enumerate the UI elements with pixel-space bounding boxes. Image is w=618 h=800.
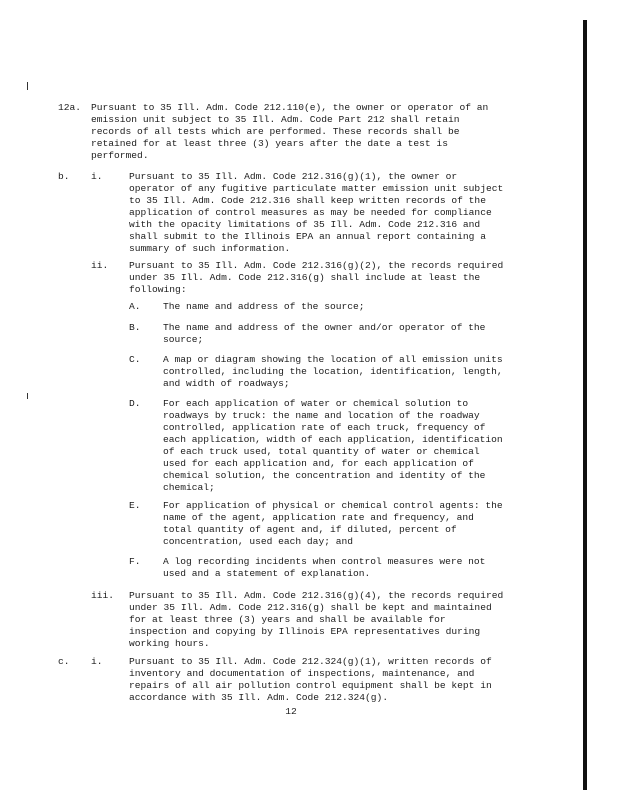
item-E-text — [163, 500, 503, 548]
text-line: used for each application and, for each application of — [163, 458, 474, 469]
text-line: shall submit to the Illinois EPA an annual report containing a — [129, 231, 486, 242]
text-line: performed. — [91, 150, 149, 161]
item-label: F. — [129, 556, 141, 567]
text-line: used and a statement of explanation. — [163, 568, 371, 579]
text-line: operator of any fugitive particulate matter emission unit subject — [129, 183, 504, 194]
section-label: c. — [58, 656, 70, 667]
item-label: C. — [129, 354, 141, 365]
text-line: summary of such information. — [129, 243, 291, 254]
text-line: application of control measures as may be needed for compliance — [129, 207, 492, 218]
item-A-text — [163, 301, 365, 313]
text-line: inspection and copying by Illinois EPA representatives during — [129, 626, 481, 637]
item-label: A. — [129, 301, 141, 312]
section-label: 12a. — [58, 102, 82, 113]
subsection-label: ii. — [91, 260, 109, 271]
text-line: under 35 Ill. Adm. Code 212.316(g) shall include at least the — [129, 272, 481, 283]
text-line: with the opacity limitations of 35 Ill. Adm. Code 212.316 and — [129, 219, 481, 230]
text-line: each application, width of each application, identification — [163, 434, 503, 445]
item-label: E. — [129, 500, 141, 511]
text-line: name of the agent, application rate and frequency, and — [163, 512, 474, 523]
text-line: concentration, used each day; and — [163, 536, 353, 547]
text-line: chemical; — [163, 482, 215, 493]
item-F-text — [163, 556, 485, 580]
text-line: working hours. — [129, 638, 210, 649]
text-line: records of all tests which are performed. These records shall be — [91, 126, 460, 137]
text-line: retained for at least three (3) years after the date a test is — [91, 138, 448, 149]
item-label: D. — [129, 398, 141, 409]
text-line: controlled, application rate of each truck, frequency of — [163, 422, 486, 433]
subsection-label: i. — [91, 656, 103, 667]
scan-speck — [27, 82, 28, 90]
text-line: A log recording incidents when control measures were not — [163, 556, 486, 567]
text-line: to 35 Ill. Adm. Code 212.316 shall keep written records of the — [129, 195, 486, 206]
text-line: for at least three (3) years and shall be available for — [129, 614, 446, 625]
text-line: Pursuant to 35 Ill. Adm. Code 212.316(g)(2), the records required — [129, 260, 504, 271]
text-line: source; — [163, 334, 204, 345]
scan-speck — [27, 393, 28, 399]
text-line: accordance with 35 Ill. Adm. Code 212.324(g). — [129, 692, 389, 703]
item-label: B. — [129, 322, 141, 333]
text-line: A map or diagram showing the location of all emission units — [163, 354, 503, 365]
subsection-b-i-text — [129, 171, 503, 255]
text-line: For application of physical or chemical control agents: the — [163, 500, 503, 511]
text-line: total quantity of agent and, if diluted, percent of — [163, 524, 457, 535]
text-line: Pursuant to 35 Ill. Adm. Code 212.316(g)(1), the owner or — [129, 171, 458, 182]
text-line: Pursuant to 35 Ill. Adm. Code 212.316(g)(4), the records required — [129, 590, 504, 601]
subsection-label: i. — [91, 171, 103, 182]
text-line: following: — [129, 284, 187, 295]
subsection-b-iii-text — [129, 590, 503, 650]
text-line: repairs of all air pollution control equipment shall be kept in — [129, 680, 492, 691]
text-line: inventory and documentation of inspections, maintenance, and — [129, 668, 475, 679]
text-line: under 35 Ill. Adm. Code 212.316(g) shall be kept and maintained — [129, 602, 492, 613]
text-line: and width of roadways; — [163, 378, 290, 389]
text-line: controlled, including the location, identification, length, — [163, 366, 503, 377]
item-D-text — [163, 398, 503, 494]
text-line: emission unit subject to 35 Ill. Adm. Code Part 212 shall retain — [91, 114, 460, 125]
subsection-label: iii. — [91, 590, 115, 601]
item-B-text — [163, 322, 485, 346]
text-line: The name and address of the source; — [163, 301, 365, 312]
item-C-text — [163, 354, 503, 390]
section-text — [91, 102, 488, 162]
text-line: roadways by truck: the name and location of the roadway — [163, 410, 480, 421]
scan-edge-bar — [583, 20, 587, 790]
subsection-b-ii-text — [129, 260, 503, 296]
section-label: b. — [58, 171, 70, 182]
subsection-c-i-text — [129, 656, 492, 704]
text-line: chemical solution, the concentration and identity of the — [163, 470, 486, 481]
text-line: For each application of water or chemical solution to — [163, 398, 469, 409]
text-line: of each truck used, total quantity of water or chemical — [163, 446, 480, 457]
text-line: Pursuant to 35 Ill. Adm. Code 212.110(e), the owner or operator of an — [91, 102, 489, 113]
text-line: The name and address of the owner and/or operator of the — [163, 322, 486, 333]
text-line: Pursuant to 35 Ill. Adm. Code 212.324(g)(1), written records of — [129, 656, 492, 667]
page-number: 12 — [285, 706, 297, 717]
